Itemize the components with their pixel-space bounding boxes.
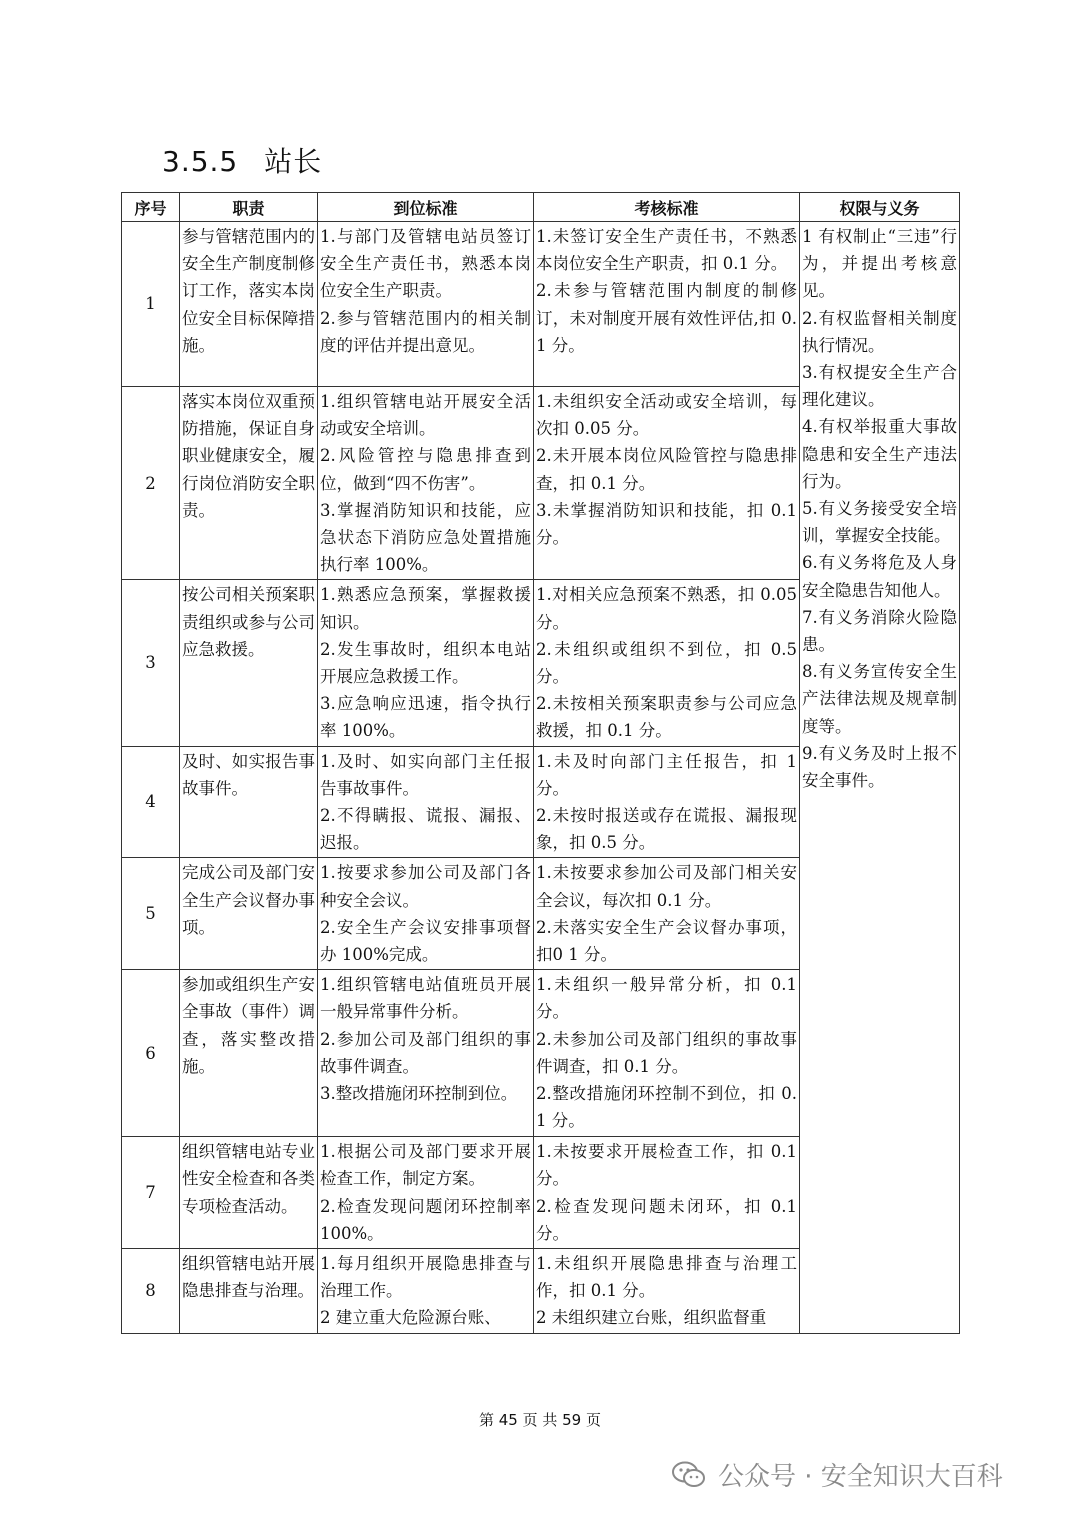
standard-cell bbox=[318, 970, 534, 1137]
row-number: 5 bbox=[122, 858, 180, 970]
rights-item: 7.有义务消除火险隐患。 bbox=[802, 607, 957, 655]
assessment-cell bbox=[534, 222, 800, 387]
standard-item: 2.安全生产会议安排事项督办 100%完成。 bbox=[320, 917, 531, 965]
standard-item: 2.参与管辖范围内的相关制度的评估并提出意见。 bbox=[320, 308, 531, 355]
row-number: 6 bbox=[122, 970, 180, 1137]
header-rights: 权限与义务 bbox=[800, 193, 960, 222]
standard-item: 1.组织管辖电站值班员开展一般异常事件分析。 bbox=[320, 975, 531, 1022]
assessment-cell bbox=[534, 1137, 800, 1249]
row-number: 8 bbox=[122, 1249, 180, 1334]
standard-item: 2.风险管控与隐患排查到位，做到“四不伤害”。 bbox=[320, 446, 531, 493]
assessment-cell bbox=[534, 387, 800, 580]
standard-item: 2.不得瞒报、谎报、漏报、迟报。 bbox=[320, 806, 531, 853]
assessment-cell bbox=[534, 970, 800, 1137]
assessment-item: 1.未及时向部门主任报告，扣 1 分。 bbox=[536, 751, 797, 798]
assessment-item: 2.检查发现问题未闭环，扣 0.1 分。 bbox=[536, 1196, 797, 1243]
assessment-item: 2.未组织或组织不到位，扣 0.5 分。 bbox=[536, 639, 797, 687]
assessment-item: 2.未落实安全生产会议督办事项，扣0 1 分。 bbox=[536, 917, 797, 965]
assessment-cell bbox=[534, 746, 800, 858]
standard-item: 3.掌握消防知识和技能，应急状态下消防应急处置措施执行率 100%。 bbox=[320, 500, 531, 575]
duty-cell: 参与管辖范围内的安全生产制度制修订工作，落实本岗位安全目标保障措施。 bbox=[180, 222, 318, 387]
wechat-icon bbox=[672, 1461, 706, 1489]
section-number: 3.5.5 bbox=[162, 145, 239, 178]
assessment-item: 2.未参与管辖范围内制度的制修订，未对制度开展有效性评估,扣 0.1 分。 bbox=[536, 281, 797, 355]
standard-item: 2 建立重大危险源台账、 bbox=[320, 1308, 501, 1328]
page-footer: 第 45 页 共 59 页 bbox=[478, 1411, 601, 1429]
assessment-item: 2.未按相关预案职责参与公司应急救援，扣 0.1 分。 bbox=[536, 694, 797, 741]
assessment-item: 2.整改措施闭环控制不到位，扣 0.1 分。 bbox=[536, 1084, 797, 1131]
assessment-item: 3.未掌握消防知识和技能，扣 0.1 分。 bbox=[536, 500, 797, 548]
rights-item: 5.有义务接受安全培训，掌握安全技能。 bbox=[802, 499, 957, 546]
standard-item: 1.每月组织开展隐患排查与治理工作。 bbox=[320, 1254, 531, 1301]
header-duty: 职责 bbox=[180, 193, 318, 222]
table-header-row bbox=[122, 193, 960, 222]
duty-cell: 组织管辖电站开展隐患排查与治理。 bbox=[180, 1249, 318, 1334]
row-number: 2 bbox=[122, 387, 180, 580]
standard-cell bbox=[318, 1249, 534, 1334]
rights-item: 4.有权举报重大事故隐患和安全生产违法行为。 bbox=[802, 417, 957, 491]
rights-item: 9.有义务及时上报不安全事件。 bbox=[802, 743, 957, 791]
table-row bbox=[122, 222, 960, 387]
assessment-cell bbox=[534, 580, 800, 746]
assessment-cell bbox=[534, 1249, 800, 1334]
rights-item: 1 有权制止“三违”行为，并提出考核意见。 bbox=[802, 227, 957, 301]
standard-item: 2.检查发现问题闭环控制率 100%。 bbox=[320, 1196, 531, 1243]
assessment-item: 1.未组织一般异常分析，扣 0.1 分。 bbox=[536, 975, 797, 1022]
standard-cell bbox=[318, 858, 534, 970]
rights-item: 2.有权监督相关制度执行情况。 bbox=[802, 308, 957, 355]
assessment-item: 2.未参加公司及部门组织的事故事件调查，扣 0.1 分。 bbox=[536, 1029, 797, 1076]
section-heading bbox=[162, 140, 322, 180]
standard-cell bbox=[318, 746, 534, 858]
assessment-item: 2 未组织建立台账，组织监督重 bbox=[536, 1308, 767, 1328]
standard-item: 1.及时、如实向部门主任报告事故事件。 bbox=[320, 751, 531, 798]
watermark bbox=[672, 1456, 1003, 1493]
header-no: 序号 bbox=[122, 193, 180, 222]
duty-cell: 完成公司及部门安全生产会议督办事项。 bbox=[180, 858, 318, 970]
duty-cell: 参加或组织生产安全事故（事件）调查，落实整改措施。 bbox=[180, 970, 318, 1137]
assessment-item: 1.未组织开展隐患排查与治理工作，扣 0.1 分。 bbox=[536, 1254, 797, 1301]
assessment-item: 1.未按要求开展检查工作，扣 0.1 分。 bbox=[536, 1142, 797, 1189]
standard-item: 2.发生事故时，组织本电站开展应急救援工作。 bbox=[320, 639, 531, 687]
standard-item: 1.熟悉应急预案，掌握救援知识。 bbox=[320, 585, 531, 632]
standard-item: 3.整改措施闭环控制到位。 bbox=[320, 1084, 518, 1104]
header-standard: 到位标准 bbox=[318, 193, 534, 222]
assessment-item: 1.未签订安全生产责任书，不熟悉本岗位安全生产职责，扣 0.1 分。 bbox=[536, 227, 797, 274]
duty-cell: 及时、如实报告事故事件。 bbox=[180, 746, 318, 858]
standard-item: 2.参加公司及部门组织的事故事件调查。 bbox=[320, 1029, 531, 1076]
duty-cell: 落实本岗位双重预防措施，保证自身职业健康安全，履行岗位消防安全职责。 bbox=[180, 387, 318, 580]
rights-item: 8.有义务宣传安全生产法律法规及规章制度等。 bbox=[802, 662, 957, 736]
duty-cell: 按公司相关预案职责组织或参与公司应急救援。 bbox=[180, 580, 318, 746]
header-assessment: 考核标准 bbox=[534, 193, 800, 222]
assessment-cell bbox=[534, 858, 800, 970]
rights-item: 6.有义务将危及人身安全隐患告知他人。 bbox=[802, 553, 957, 600]
standard-cell bbox=[318, 580, 534, 746]
standard-item: 1.与部门及管辖电站员签订安全生产责任书，熟悉本岗位安全生产职责。 bbox=[320, 227, 531, 301]
row-number: 7 bbox=[122, 1137, 180, 1249]
row-number: 3 bbox=[122, 580, 180, 746]
standard-item: 1.根据公司及部门要求开展检查工作，制定方案。 bbox=[320, 1142, 531, 1189]
assessment-item: 2.未开展本岗位风险管控与隐患排查，扣 0.1 分。 bbox=[536, 446, 797, 493]
duty-table bbox=[121, 192, 960, 1334]
standard-cell bbox=[318, 1137, 534, 1249]
section-title: 站长 bbox=[264, 145, 323, 178]
assessment-item: 2.未按时报送或存在谎报、漏报现象，扣 0.5 分。 bbox=[536, 806, 797, 853]
assessment-item: 1.未按要求参加公司及部门相关安全会议，每次扣 0.1 分。 bbox=[536, 863, 797, 910]
duty-cell: 组织管辖电站专业性安全检查和各类专项检查活动。 bbox=[180, 1137, 318, 1249]
standard-cell bbox=[318, 222, 534, 387]
standard-item: 3.应急响应迅速，指令执行率 100%。 bbox=[320, 694, 531, 741]
row-number: 4 bbox=[122, 746, 180, 858]
watermark-text: 公众号 · 安全知识大百科 bbox=[718, 1462, 1003, 1492]
standard-item: 1.组织管辖电站开展安全活动或安全培训。 bbox=[320, 392, 531, 439]
standard-cell bbox=[318, 387, 534, 580]
assessment-item: 1.未组织安全活动或安全培训，每次扣 0.05 分。 bbox=[536, 392, 797, 439]
standard-item: 1.按要求参加公司及部门各种安全会议。 bbox=[320, 863, 531, 910]
assessment-item: 1.对相关应急预案不熟悉，扣 0.05 分。 bbox=[536, 585, 797, 632]
rights-item: 3.有权提安全生产合理化建议。 bbox=[802, 363, 957, 410]
rights-cell bbox=[800, 222, 960, 1334]
row-number: 1 bbox=[122, 222, 180, 387]
